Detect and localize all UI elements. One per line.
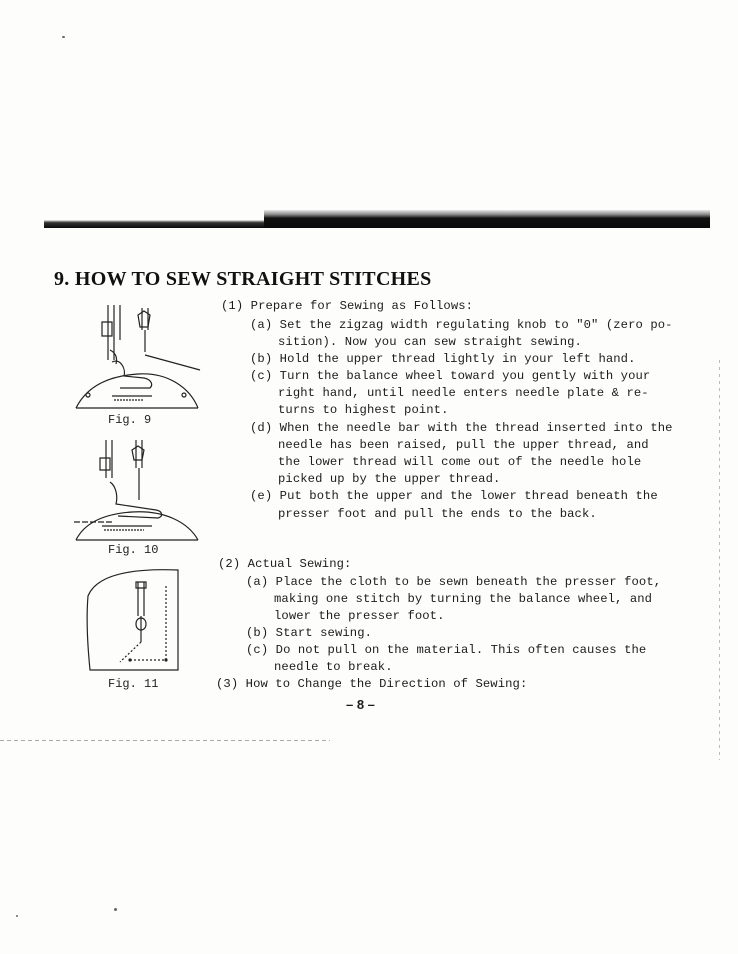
scan-speck bbox=[114, 908, 117, 911]
figure-10-illustration bbox=[72, 438, 202, 544]
step-2a-line-2: making one stitch by turning the balance wheel, and bbox=[274, 592, 653, 606]
step-2a-line-3: lower the presser foot. bbox=[274, 609, 445, 623]
step-2b-line-1: (b) Start sewing. bbox=[246, 626, 373, 640]
presser-foot-zigzag-icon bbox=[72, 300, 202, 412]
step-1d-line-1: (d) When the needle bar with the thread inserted into the bbox=[250, 421, 673, 435]
step-1c-line-1: (c) Turn the balance wheel toward you gently with your bbox=[250, 369, 651, 383]
step-1b-line-1: (b) Hold the upper thread lightly in your left hand. bbox=[250, 352, 636, 366]
step-1e-line-2: presser foot and pull the ends to the back. bbox=[278, 507, 597, 521]
needle-pivot-icon bbox=[86, 566, 182, 672]
step-1a-line-2: sition). Now you can sew straight sewing. bbox=[278, 335, 582, 349]
step-2c-line-2: needle to break. bbox=[274, 660, 393, 674]
figure-9-caption: Fig. 9 bbox=[108, 413, 152, 427]
step-1a-line-1: (a) Set the zigzag width regulating knob to "0" (zero po- bbox=[250, 318, 673, 332]
step-1e-line-1: (e) Put both the upper and the lower thread beneath the bbox=[250, 489, 658, 503]
step-1d-line-2: needle has been raised, pull the upper thread, and bbox=[278, 438, 649, 452]
scan-speck bbox=[16, 915, 18, 917]
presser-foot-straight-icon bbox=[72, 438, 202, 544]
section-title: 9. HOW TO SEW STRAIGHT STITCHES bbox=[54, 268, 432, 290]
step-2c-line-1: (c) Do not pull on the material. This often causes the bbox=[246, 643, 647, 657]
step-2-heading: (2) Actual Sewing: bbox=[218, 557, 352, 571]
page-number: – 8 – bbox=[346, 697, 375, 712]
step-1c-line-3: turns to highest point. bbox=[278, 403, 449, 417]
figure-9-illustration bbox=[72, 300, 202, 412]
step-1-heading: (1) Prepare for Sewing as Follows: bbox=[221, 299, 474, 313]
figure-10-caption: Fig. 10 bbox=[108, 543, 159, 557]
step-1c-line-2: right hand, until needle enters needle plate & re- bbox=[278, 386, 649, 400]
scan-speck bbox=[62, 36, 65, 38]
figure-11-illustration bbox=[86, 566, 182, 672]
step-3-heading: (3) How to Change the Direction of Sewing: bbox=[216, 677, 528, 691]
step-1d-line-3: the lower thread will come out of the needle hole bbox=[278, 455, 642, 469]
step-2a-line-1: (a) Place the cloth to be sewn beneath the presser foot, bbox=[246, 575, 662, 589]
scan-edge bbox=[719, 360, 720, 760]
figure-11-caption: Fig. 11 bbox=[108, 677, 159, 691]
step-1d-line-4: picked up by the upper thread. bbox=[278, 472, 501, 486]
scan-fold-line bbox=[0, 740, 330, 741]
header-rule bbox=[44, 210, 710, 228]
